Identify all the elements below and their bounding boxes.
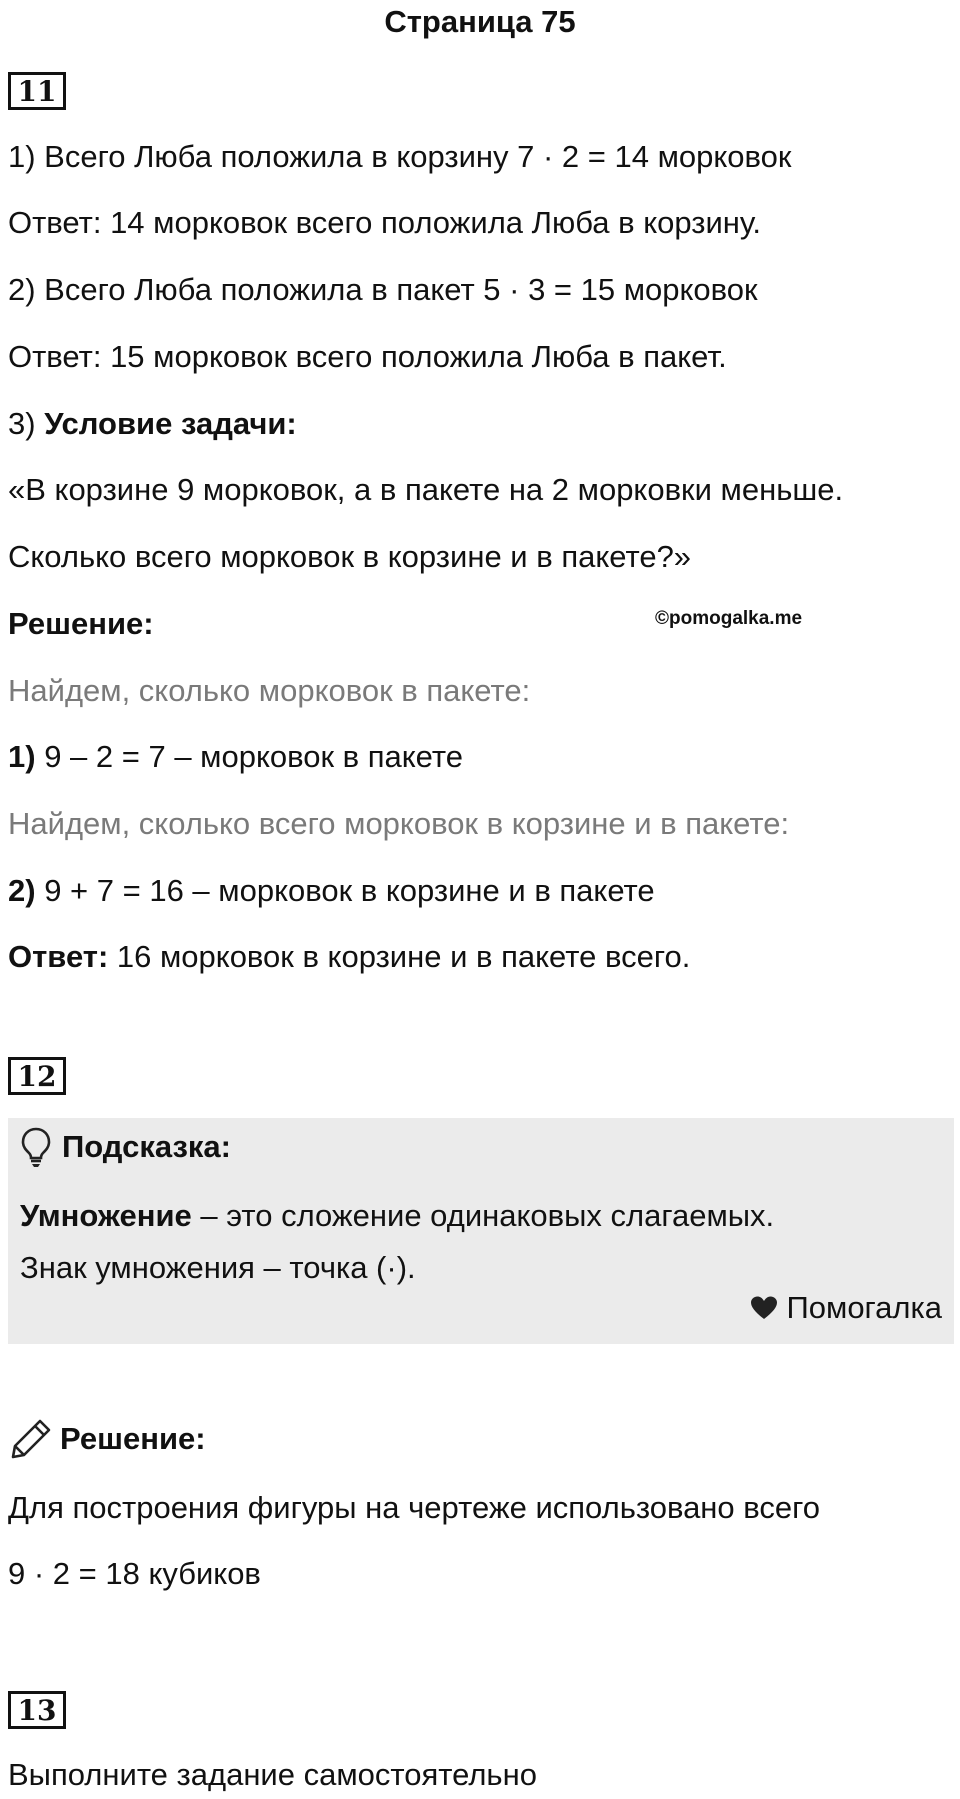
task11-line-2: Ответ: 14 морковок всего положила Люба в корзину.: [8, 205, 761, 240]
page-title: Страница 75: [384, 4, 576, 39]
hint-line-1: [20, 1196, 774, 1236]
answer-text: 16 морковок в корзине и в пакете всего.: [108, 939, 691, 974]
solution-header-12: [10, 1418, 206, 1460]
task-number-13: 13: [8, 1691, 66, 1729]
hint-definition: – это сложение одинаковых слагаемых.: [191, 1198, 775, 1233]
answer-label: Ответ:: [8, 939, 109, 974]
solution-step-2: [8, 871, 655, 911]
task-number-12: 12: [8, 1057, 66, 1095]
task13-text: Выполните задание самостоятельно: [8, 1757, 537, 1792]
hint-box: [8, 1118, 954, 1344]
solution-hint-2: Найдем, сколько всего морковок в корзине и в пакете:: [8, 806, 790, 841]
step-2-number: 2): [8, 873, 36, 908]
step-1-number: 1): [8, 739, 36, 774]
solution-step-1: [8, 737, 463, 777]
task11-line-1: 1) Всего Люба положила в корзину 7 · 2 = 14 морковок: [8, 139, 792, 174]
hint-line-2: Знак умножения – точка (·).: [20, 1250, 416, 1285]
hint-term: Умножение: [20, 1198, 192, 1233]
watermark: ©pomogalka.me: [655, 608, 803, 629]
condition-label: Условие задачи:: [44, 406, 297, 441]
hint-title: Подсказка:: [62, 1129, 231, 1164]
solution-hint-1: Найдем, сколько морковок в пакете:: [8, 673, 531, 708]
answer-line: [8, 937, 690, 977]
heart-icon: [750, 1295, 778, 1321]
task11-line-6: «В корзине 9 морковок, а в пакете на 2 морковки меньше.: [8, 472, 844, 507]
task11-line-7: Сколько всего морковок в корзине и в пакете?»: [8, 539, 692, 574]
task12-solution-line-1: Для построения фигуры на чертеже использовано всего: [8, 1490, 821, 1525]
step-2-text: 9 + 7 = 16 – морковок в корзине и в пакете: [35, 873, 655, 908]
solution-label-12: Решение:: [60, 1421, 206, 1456]
task11-line-3: 2) Всего Люба положила в пакет 5 · 3 = 15 морковок: [8, 272, 758, 307]
task11-line-5-prefix: 3): [8, 406, 45, 441]
lightbulb-icon: [20, 1126, 52, 1168]
step-1-text: 9 – 2 = 7 – морковок в пакете: [35, 739, 463, 774]
task12-solution-line-2: 9 · 2 = 18 кубиков: [8, 1556, 261, 1591]
pencil-icon: [10, 1418, 52, 1460]
hint-header: [20, 1126, 231, 1168]
solution-label-11: Решение:: [8, 606, 154, 641]
task11-line-4: Ответ: 15 морковок всего положила Люба в пакет.: [8, 339, 727, 374]
signature-text: Помогалка: [786, 1290, 942, 1325]
task11-line-5: [8, 404, 297, 444]
task-number-11: 11: [8, 72, 66, 110]
hint-signature: [750, 1288, 942, 1328]
